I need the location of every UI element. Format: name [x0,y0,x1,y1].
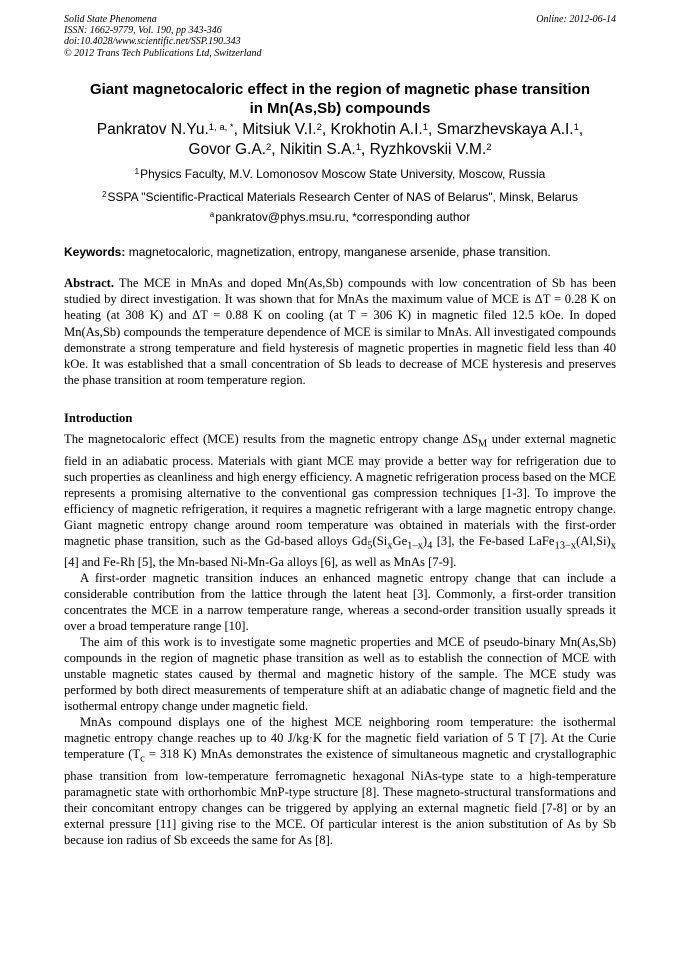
keywords [64,245,616,260]
text-run: = 318 K) MnAs demonstrates the existence of simultaneous magnetic and crystallographic phase transition from low-temperature ferromagnetic hexagonal NiAs-type state to a high-temperature paramagnetic state with orthorhombic MnP-type structure [8]. These magneto-structural transformations and their concomitant entropy changes can be triggered by applying an external magnetic field [7-8] or by an external pressure [11] giving rise to the MCE. Of particular interest is the anion substitution of As by Sb because ion radius of Sb exceeds the same for As [8]. [64,747,616,847]
online-date: Online: 2012-06-14 [536,14,616,25]
author-line-1: Pankratov N.Yu.$^{1, a, *}$, Mitsiuk V.I.$^2$, Krokhotin A.I.$^1$, Smarzhevskaya A.I.$^1$, [96,121,584,138]
author-affil: 1 [355,142,362,153]
copyright-line: © 2012 Trans Tech Publications Ltd, Switzerland [64,47,262,59]
affiliation-2 [64,190,616,204]
author-name: Smarzhevskaya A.I. [436,121,574,138]
author-name: Ryzhkovskii V.M. [369,141,487,158]
subscript: 13−x [554,540,577,552]
author-affil: 2 [486,142,492,153]
text-run: under external magnetic field in an adiabatic process. Materials with giant MCE may provide a better way for refrigeration due to such properties as cleanliness and high energy efficiency. A magnetic refrigeration process based on the MCE represents a promising alternative to the conventional gas compression techniques [1-3]. To improve the efficiency of magnetic refrigeration, it requires a magnetic refrigerant with a large magnetic entropy change. Giant magnetic entropy change around room temperature was obtained in materials with the first-order magnetic phase transition, such as the Gd-based alloys Gd [64,432,616,548]
paper-title [64,80,616,118]
keywords-text: magnetocaloric, magnetization, entropy, manganese arsenide, phase transition. [128,245,551,259]
keywords-label: Keywords: [64,245,126,259]
affiliation-marker: 2 [102,190,107,199]
author-name: Nikitin S.A. [279,141,356,158]
paragraph-4 [64,714,616,848]
subscript: x [387,540,393,552]
subscript: 1–x [407,540,423,552]
text-run: [4] and Fe-Rh [5], the Mn-based Ni-Mn-Ga alloys [6], as well as MnAs [7-9]. [64,555,457,570]
email-marker: a [209,210,215,219]
author-name: Govor G.A. [188,141,266,158]
journal-name: Solid State Phenomena [64,14,157,25]
author-line-2: Govor G.A.$^2$, Nikitin S.A.$^1$, Ryzhkovskii V.M.$^2$ [188,141,492,158]
paragraph-3: The aim of this work is to investigate some magnetic properties and MCE of pseudo-binary Mn(As,Sb) compounds in the region of magnetic phase transition as well as to establish the connection of MCE with unstable magnetic states caused by thermal and magnetic history of the sample. The MCE study was performed by both direct measurements of temperature shift at an adiabatic change of magnetic field and the isothermal entropy change under magnetic field. [64,635,616,714]
author-list [64,120,616,160]
text-run: (Al,Si) [576,533,611,548]
text-run: (Si [372,533,388,548]
affiliation-text: SSPA "Scientific-Practical Materials Research Center of NAS of Belarus", Minsk, Belarus [107,190,578,204]
subscript: 5 [367,540,373,552]
abstract [64,275,616,388]
introduction-body [64,431,616,848]
text-run: ) [422,533,428,548]
author-affil: 1 [573,122,579,133]
subscript: M [477,438,488,450]
affiliation-marker: 1 [134,167,140,176]
author-name: Krokhotin A.I. [330,121,423,138]
author-name: Mitsiuk V.I. [242,121,317,138]
subscript: c [140,753,145,765]
author-affil: 2 [316,122,322,133]
author-affil: 1, a, * [208,122,234,133]
abstract-text: The MCE in MnAs and doped Mn(As,Sb) compounds with low concentration of Sb has been studied by direct investigation. It was shown that for MnAs the maximum value of MCE is ΔT = 0.28 K on heating (at 308 K) and ΔT = 0.88 K on cooling (at T = 306 K) in magnetic filed 12.5 kOe. In doped Mn(As,Sb) compounds the temperature dependence of MCE is similar to MnAs. All investigated compounds demonstrate a strong temperature and field hysteresis of magnetic properties in magnetic field less than 40 kOe. It was established that a small concentration of Sb leads to decrease of MCE hysteresis and preserves the phase transition at room temperature region. [64,276,616,388]
affiliation-1 [64,167,616,181]
text-run: [3], the Fe-based LaFe [432,533,555,548]
contact-email [64,210,616,224]
text-run: The magnetocaloric effect (MCE) results from the magnetic entropy change ΔS [64,432,478,446]
subscript: 4 [427,540,433,552]
subscript: x [610,540,616,552]
text-run: Ge [392,533,408,548]
abstract-label: Abstract. [64,276,115,290]
affiliation-text: Physics Faculty, M.V. Lomonosov Moscow State University, Moscow, Russia [140,167,546,181]
paragraph-1 [64,431,616,570]
text-run: MnAs compound displays one of the highest MCE neighboring room temperature: the isothermal magnetic entropy change reaches up to 40 J/kg·K for the magnetic field variation of 5 T [7]. At the Curie temperature (T [64,715,616,762]
author-affil: 2 [266,142,272,153]
title-line-1: Giant magnetocaloric effect in the region of magnetic phase transition [89,81,591,98]
title-line-2: in Mn(As,Sb) compounds [249,100,431,117]
paragraph-2: A first-order magnetic transition induces an enhanced magnetic entropy change that can include a considerable contribution from the lattice through the latent heat [3]. Commonly, a first-order transition concentrates the MCE in a narrow temperature range, whereas a second-order transition usually spreads it over a broad temperature range [10]. [64,571,616,634]
issn-line: ISSN: 1662-9779, Vol. 190, pp 343-346 [64,25,222,37]
email-text: pankratov@phys.msu.ru, *corresponding author [215,210,471,224]
author-affil: 1 [422,122,429,133]
author-name: Pankratov N.Yu. [96,121,209,138]
journal-header [64,14,262,59]
doi-line: doi:10.4028/www.scientific.net/SSP.190.343 [64,36,241,48]
section-heading-introduction: Introduction [64,411,133,425]
